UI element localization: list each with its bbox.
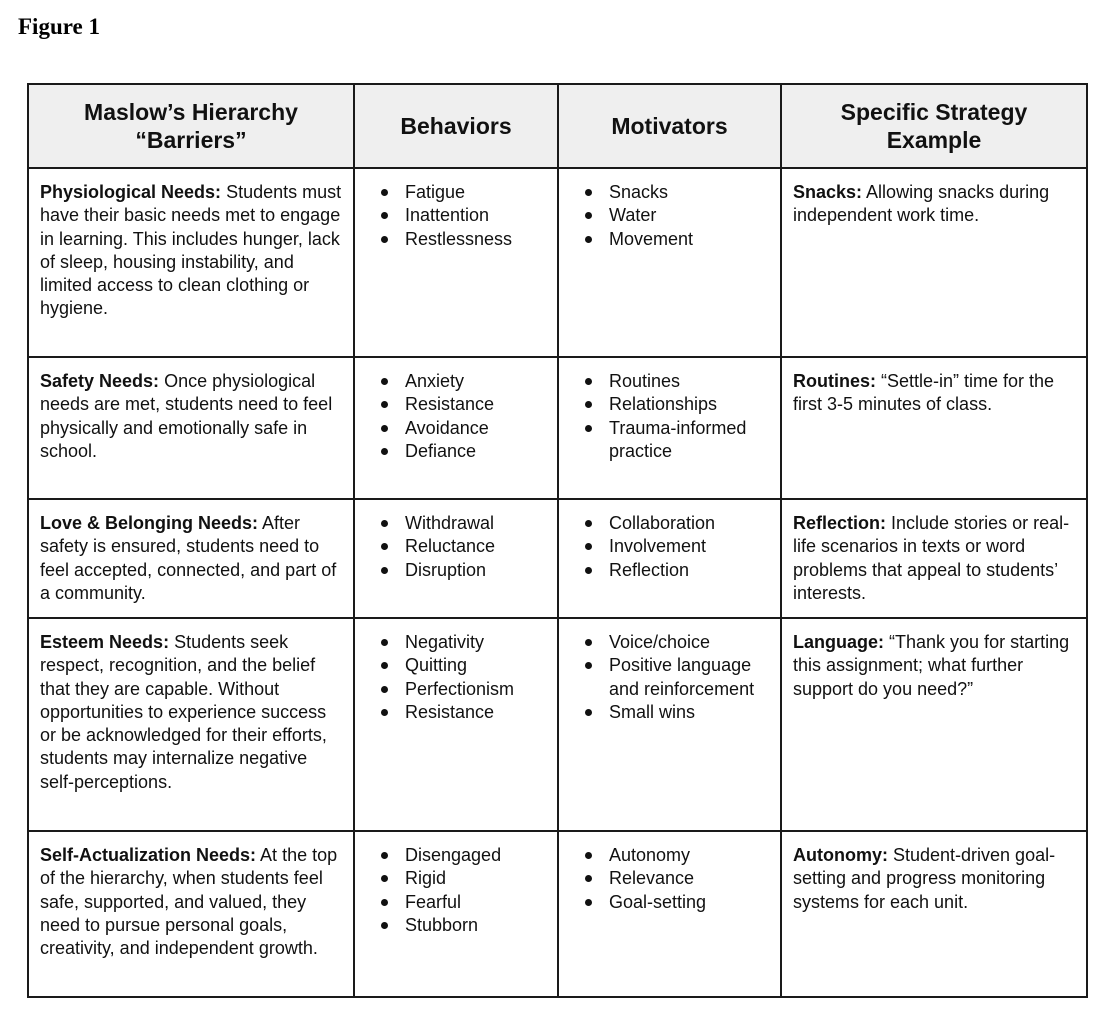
motivators-cell (558, 618, 781, 831)
list-item: Reflection (570, 559, 770, 582)
list-item: Fearful (366, 891, 547, 914)
list-item: Snacks (570, 181, 770, 204)
list-item: Movement (570, 228, 770, 251)
need-cell (28, 831, 354, 997)
list-item: Fatigue (366, 181, 547, 204)
need-cell (28, 618, 354, 831)
header-barriers-line-1: Maslow’s Hierarchy (84, 99, 298, 125)
header-barriers (28, 84, 354, 168)
behaviors-cell (354, 499, 558, 618)
list-item: Positive language and reinforcement (570, 654, 770, 701)
header-motivators (558, 84, 781, 168)
need-cell (28, 168, 354, 357)
strategy-cell (781, 357, 1087, 499)
behaviors-cell (354, 357, 558, 499)
header-strategy-line-2: Example (886, 127, 982, 153)
need-description: Students seek respect, recognition, and the belief that they are capable. Without opportunities to experience success or be acknowledged for their efforts, students may internalize negative self-perceptions. (40, 632, 327, 792)
list-item: Involvement (570, 535, 770, 558)
header-motivators-line-1: Motivators (611, 113, 728, 139)
list-item: Resistance (366, 393, 547, 416)
behaviors-cell (354, 168, 558, 357)
list-item: Withdrawal (366, 512, 547, 535)
table-row (28, 618, 1087, 831)
need-title: Love & Belonging Needs: (40, 513, 259, 533)
list-item: Avoidance (366, 417, 547, 440)
motivators-list (570, 181, 770, 251)
behaviors-list (366, 181, 547, 251)
strategy-cell (781, 831, 1087, 997)
motivators-cell (558, 499, 781, 618)
list-item: Inattention (366, 204, 547, 227)
need-title: Esteem Needs: (40, 632, 170, 652)
list-item: Quitting (366, 654, 547, 677)
strategy-cell (781, 168, 1087, 357)
header-barriers-line-2: “Barriers” (135, 127, 247, 153)
motivators-cell (558, 831, 781, 997)
list-item: Disengaged (366, 844, 547, 867)
table-row (28, 357, 1087, 499)
list-item: Goal-setting (570, 891, 770, 914)
list-item: Routines (570, 370, 770, 393)
list-item: Restlessness (366, 228, 547, 251)
need-cell (28, 499, 354, 618)
behaviors-list (366, 512, 547, 582)
strategy-cell (781, 499, 1087, 618)
list-item: Disruption (366, 559, 547, 582)
strategy-description: “Settle-in” time for the first 3-5 minutes of class. (793, 371, 1055, 415)
strategy-description: Student-driven goal-setting and progress monitoring systems for each unit. (793, 845, 1056, 912)
need-cell (28, 357, 354, 499)
need-description: At the top of the hierarchy, when students feel safe, supported, and valued, they need to pursue personal goals, creativity, and independent growth. (40, 845, 338, 959)
header-strategy (781, 84, 1087, 168)
need-description: Students must have their basic needs met to engage in learning. This includes hunger, lack of sleep, housing instability, and limited access to clean clothing or hygiene. (40, 182, 342, 319)
motivators-cell (558, 168, 781, 357)
motivators-list (570, 370, 770, 463)
list-item: Perfectionism (366, 678, 547, 701)
header-strategy-line-1: Specific Strategy (840, 99, 1028, 125)
strategy-title: Reflection: (793, 513, 887, 533)
strategy-title: Snacks: (793, 182, 863, 202)
list-item: Defiance (366, 440, 547, 463)
list-item: Autonomy (570, 844, 770, 867)
behaviors-cell (354, 831, 558, 997)
list-item: Reluctance (366, 535, 547, 558)
strategy-description: “Thank you for starting this assignment; what further support do you need?” (793, 632, 1070, 699)
strategy-title: Language: (793, 632, 885, 652)
list-item: Resistance (366, 701, 547, 724)
table-row (28, 499, 1087, 618)
strategy-title: Routines: (793, 371, 876, 391)
figure-label: Figure 1 (18, 14, 100, 39)
strategy-description: Allowing snacks during independent work time. (793, 182, 1050, 226)
list-item: Voice/choice (570, 631, 770, 654)
behaviors-list (366, 631, 547, 724)
need-title: Physiological Needs: (40, 182, 222, 202)
list-item: Anxiety (366, 370, 547, 393)
list-item: Relationships (570, 393, 770, 416)
need-title: Self-Actualization Needs: (40, 845, 257, 865)
behaviors-cell (354, 618, 558, 831)
motivators-cell (558, 357, 781, 499)
maslow-strategy-table (27, 83, 1088, 998)
header-behaviors-line-1: Behaviors (400, 113, 512, 139)
behaviors-list (366, 370, 547, 463)
strategy-cell (781, 618, 1087, 831)
list-item: Water (570, 204, 770, 227)
need-title: Safety Needs: (40, 371, 160, 391)
list-item: Trauma-informed practice (570, 417, 770, 464)
table-row (28, 831, 1087, 997)
motivators-list (570, 844, 770, 914)
motivators-list (570, 512, 770, 582)
table-header-row (28, 84, 1087, 168)
list-item: Collaboration (570, 512, 770, 535)
behaviors-list (366, 844, 547, 937)
list-item: Relevance (570, 867, 770, 890)
need-description: After safety is ensured, students need to feel accepted, connected, and part of a community. (40, 513, 337, 603)
list-item: Stubborn (366, 914, 547, 937)
strategy-description: Include stories or real-life scenarios in texts or word problems that appeal to students’ interests. (793, 513, 1070, 603)
table-row (28, 168, 1087, 357)
header-behaviors (354, 84, 558, 168)
strategy-title: Autonomy: (793, 845, 888, 865)
list-item: Rigid (366, 867, 547, 890)
list-item: Negativity (366, 631, 547, 654)
motivators-list (570, 631, 770, 724)
list-item: Small wins (570, 701, 770, 724)
need-description: Once physiological needs are met, students need to feel physically and emotionally safe in school. (40, 371, 333, 461)
